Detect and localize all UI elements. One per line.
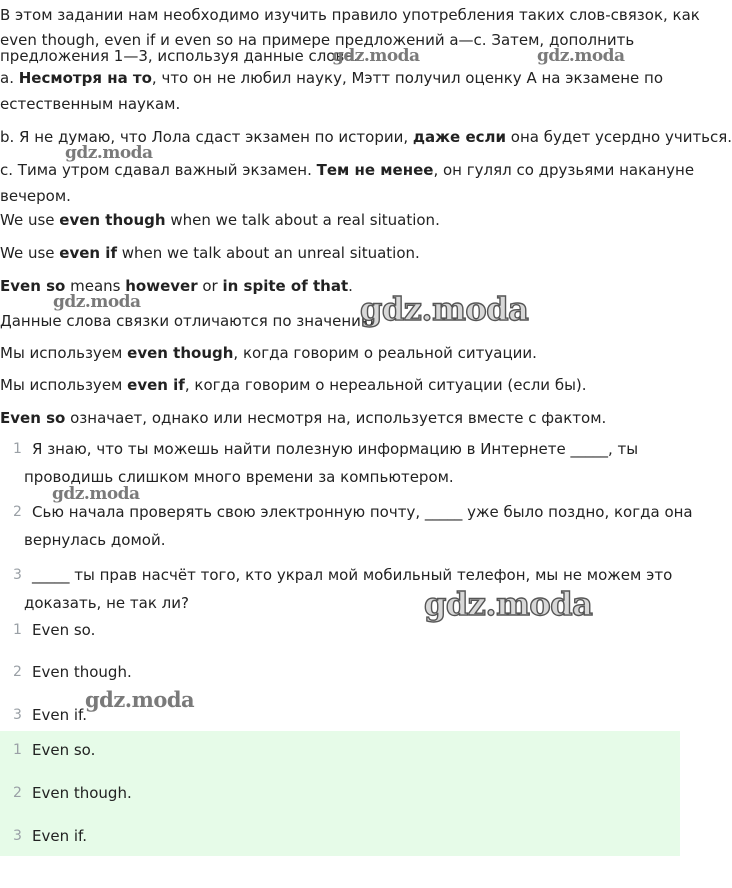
exercise-1-line-2: проводишь слишком много времени за компьютером.	[24, 468, 454, 486]
exercise-3-line-1: _____ ты прав насчёт того, кто украл мой мобильный телефон, мы не можем это	[32, 566, 673, 584]
example-b-prefix: b. Я не думаю, что Лола сдаст экзамен по истории,	[0, 128, 413, 146]
rule-en-even-though	[0, 210, 440, 230]
rule-ru-even-though	[0, 343, 537, 363]
example-c-rest: , он гулял со друзьями накануне	[433, 161, 695, 179]
answer-1-number: 1	[13, 622, 22, 638]
rule-en-1-rest: when we talk about a real situation.	[165, 211, 440, 229]
watermark-logo: gdz.moda	[52, 484, 140, 504]
rule-en-3-mid-1: means	[65, 277, 126, 295]
watermark-logo: gdz.moda	[65, 143, 153, 163]
example-c-line-2: вечером.	[0, 187, 71, 205]
answer-1-text: Even so.	[32, 621, 96, 639]
answer-3-text: Even if.	[32, 706, 87, 724]
rule-ru-2-bold: even if	[127, 376, 185, 394]
exercise-1-number: 1	[13, 441, 22, 457]
exercise-1-line-1: Я знаю, что ты можешь найти полезную информацию в Интернете _____, ты	[32, 440, 639, 458]
rule-ru-1-prefix: Мы используем	[0, 344, 128, 362]
rule-ru-2-rest: , когда говорим о нереальной ситуации (если бы).	[184, 376, 587, 394]
rule-ru-3-rest: означает, однако или несмотря на, используется вместе с фактом.	[65, 409, 607, 427]
exercise-3-number: 3	[13, 567, 22, 583]
exercise-3-line-2: доказать, не так ли?	[24, 594, 189, 612]
example-c-line-1	[0, 160, 694, 180]
example-a-line-1	[0, 68, 663, 88]
example-c-prefix: c. Тима утром сдавал важный экзамен.	[0, 161, 317, 179]
rule-en-3-bold-2: however	[125, 277, 198, 295]
rule-en-1-bold: even though	[59, 211, 166, 229]
rule-en-1-prefix: We use	[0, 211, 60, 229]
rule-en-3-bold-1: Even so	[0, 277, 66, 295]
intro-line-3: предложения 1—3, используя данные слова.	[0, 47, 359, 65]
example-c-bold: Тем не менее	[316, 161, 434, 179]
rule-ru-3-bold: Even so	[0, 409, 66, 427]
highlighted-answer-1-number: 1	[13, 742, 22, 758]
watermark-logo: gdz.moda	[537, 46, 625, 66]
exercise-2-line-1: Сью начала проверять свою электронную почту, _____ уже было поздно, когда она	[32, 503, 693, 521]
highlighted-answer-3-text: Even if.	[32, 827, 87, 845]
rule-en-2-rest: when we talk about an unreal situation.	[116, 244, 420, 262]
intro-line-2: even though, even if и even so на примере предложений a—c. Затем, дополнить	[0, 31, 635, 49]
answer-2-text: Even though.	[32, 663, 132, 681]
rule-ru-even-so	[0, 408, 606, 428]
watermark-logo-large: gdz.moda	[360, 290, 529, 328]
watermark-logo-large: gdz.moda	[424, 585, 593, 623]
highlighted-answer-1-text: Even so.	[32, 741, 96, 759]
answer-2-number: 2	[13, 664, 22, 680]
rule-en-3-mid-2: or	[197, 277, 223, 295]
example-a-prefix: a.	[0, 69, 19, 87]
rule-ru-intro: Данные слова связки отличаются по значению.	[0, 312, 379, 330]
intro-line-3-clipped	[0, 47, 359, 65]
intro-line-1: В этом задании нам необходимо изучить правило употребления таких слов-связок, как	[0, 6, 700, 24]
example-a-rest: , что он не любил науку, Мэтт получил оценку А на экзамене по	[151, 69, 664, 87]
rule-ru-2-prefix: Мы используем	[0, 376, 128, 394]
exercise-2-number: 2	[13, 504, 22, 520]
rule-ru-even-if	[0, 375, 587, 395]
watermark-logo: gdz.moda	[85, 687, 195, 712]
rule-ru-1-rest: , когда говорим о реальной ситуации.	[233, 344, 537, 362]
rule-ru-1-bold: even though	[127, 344, 234, 362]
watermark-logo: gdz.moda	[53, 292, 141, 312]
example-b-bold: даже если	[412, 128, 507, 146]
highlighted-answer-3-number: 3	[13, 828, 22, 844]
rule-en-3-bold-3: in spite of that	[222, 277, 349, 295]
rule-en-2-bold: even if	[59, 244, 117, 262]
rule-en-3-end: .	[348, 277, 353, 295]
watermark-logo: gdz.moda	[332, 46, 420, 66]
rule-en-even-if	[0, 243, 420, 263]
highlighted-answer-2-number: 2	[13, 785, 22, 801]
answer-3-number: 3	[13, 707, 22, 723]
highlighted-answer-2-text: Even though.	[32, 784, 132, 802]
example-b-rest: она будет усердно учиться.	[506, 128, 732, 146]
example-a-line-2: естественным наукам.	[0, 95, 181, 113]
rule-en-2-prefix: We use	[0, 244, 60, 262]
exercise-2-line-2: вернулась домой.	[24, 531, 166, 549]
example-a-bold: Несмотря на то	[18, 69, 152, 87]
